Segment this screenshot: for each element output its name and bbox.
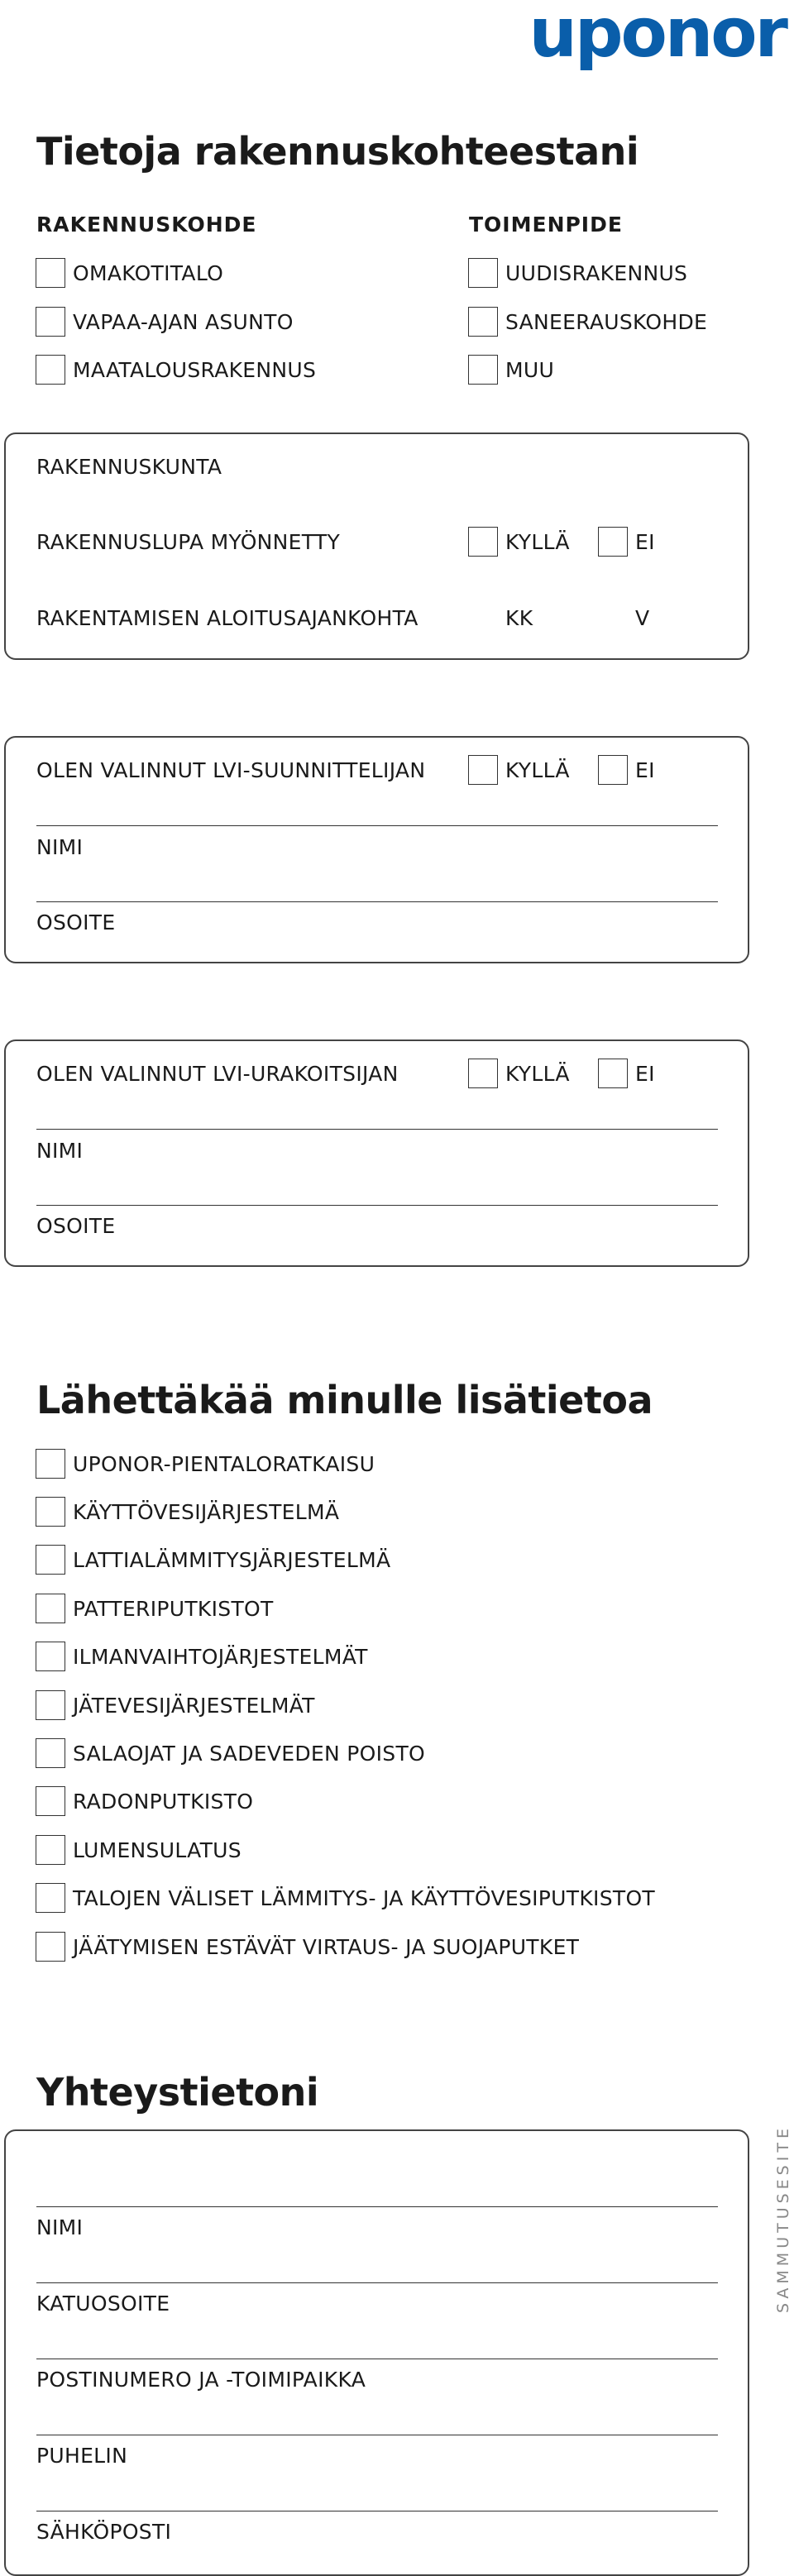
contractor-separator-line — [36, 1129, 718, 1130]
year-label: V — [635, 606, 650, 630]
info-option-label: KÄYTTÖVESIJÄRJESTELMÄ — [73, 1500, 340, 1524]
permit-label: RAKENNUSLUPA MYÖNNETTY — [36, 530, 341, 554]
info-option-label: RADONPUTKISTO — [73, 1790, 254, 1814]
section-title-contact: Yhteystietoni — [36, 2070, 319, 2115]
month-label: KK — [505, 606, 533, 630]
info-option-label: LATTIALÄMMITYSJÄRJESTELMÄ — [73, 1548, 391, 1572]
info-option-label: UPONOR-PIENTALORATKAISU — [73, 1452, 375, 1476]
contact-name-label: NIMI — [36, 2215, 84, 2239]
municipality-label: RAKENNUSKUNTA — [36, 455, 222, 479]
contact-box — [4, 2129, 749, 2576]
info-option-label: JÄTEVESIJÄRJESTELMÄT — [73, 1694, 315, 1718]
info-option-label: LUMENSULATUS — [73, 1838, 242, 1862]
checkbox-permit-yes[interactable] — [468, 527, 498, 557]
side-vertical-text: SAMMUTUSESITE — [774, 2124, 792, 2313]
contact-postal-label: POSTINUMERO JA -TOIMIPAIKKA — [36, 2368, 366, 2392]
info-option-label: ILMANVAIHTOJÄRJESTELMÄT — [73, 1645, 368, 1669]
checkbox-info-option[interactable] — [36, 1738, 65, 1768]
checkbox-info-option[interactable] — [36, 1449, 65, 1479]
checkbox-omakotitalo[interactable] — [36, 258, 65, 288]
option-label: VAPAA-AJAN ASUNTO — [73, 310, 294, 334]
contact-street-line[interactable] — [36, 2282, 718, 2283]
checkbox-info-option[interactable] — [36, 1883, 65, 1913]
option-label: SANEERAUSKOHDE — [505, 310, 708, 334]
designer-separator-line — [36, 825, 718, 826]
column-header-building-type: RAKENNUSKOHDE — [36, 213, 257, 237]
designer-question: OLEN VALINNUT LVI-SUUNNITTELIJAN — [36, 758, 426, 782]
section-title-more-info: Lähettäkää minulle lisätietoa — [36, 1378, 653, 1422]
checkbox-maatalousrakennus[interactable] — [36, 355, 65, 385]
checkbox-designer-no[interactable] — [598, 755, 628, 785]
no-label: EI — [635, 758, 655, 782]
column-header-operation: TOIMENPIDE — [469, 213, 623, 237]
checkbox-info-option[interactable] — [36, 1835, 65, 1865]
uponor-logo: uponor — [529, 0, 786, 73]
checkbox-info-option[interactable] — [36, 1594, 65, 1623]
designer-name-label: NIMI — [36, 835, 84, 859]
checkbox-info-option[interactable] — [36, 1545, 65, 1575]
checkbox-permit-no[interactable] — [598, 527, 628, 557]
contractor-name-label: NIMI — [36, 1139, 84, 1163]
yes-label: KYLLÄ — [505, 1062, 570, 1086]
checkbox-info-option[interactable] — [36, 1497, 65, 1527]
designer-address-label: OSOITE — [36, 910, 116, 934]
checkbox-uudisrakennus[interactable] — [468, 258, 498, 288]
contact-street-label: KATUOSOITE — [36, 2292, 170, 2316]
info-option-label: PATTERIPUTKISTOT — [73, 1597, 274, 1621]
contact-email-label: SÄHKÖPOSTI — [36, 2520, 172, 2544]
info-option-label: SALAOJAT JA SADEVEDEN POISTO — [73, 1742, 425, 1766]
section-title-building-info: Tietoja rakennuskohteestani — [36, 129, 639, 174]
checkbox-contractor-no[interactable] — [598, 1059, 628, 1088]
contractor-name-line[interactable] — [36, 1205, 718, 1206]
yes-label: KYLLÄ — [505, 530, 570, 554]
yes-label: KYLLÄ — [505, 758, 570, 782]
contact-phone-label: PUHELIN — [36, 2444, 128, 2468]
option-label: OMAKOTITALO — [73, 261, 224, 285]
option-label: UUDISRAKENNUS — [505, 261, 688, 285]
info-option-label: JÄÄTYMISEN ESTÄVÄT VIRTAUS- JA SUOJAPUTKET — [73, 1935, 580, 1959]
designer-name-line[interactable] — [36, 901, 718, 902]
checkbox-saneerauskohde[interactable] — [468, 307, 498, 337]
no-label: EI — [635, 530, 655, 554]
checkbox-muu[interactable] — [468, 355, 498, 385]
checkbox-info-option[interactable] — [36, 1690, 65, 1720]
info-option-label: TALOJEN VÄLISET LÄMMITYS- JA KÄYTTÖVESIPUTKISTOT — [73, 1886, 655, 1910]
option-label: MUU — [505, 358, 555, 382]
checkbox-info-option[interactable] — [36, 1642, 65, 1671]
checkbox-designer-yes[interactable] — [468, 755, 498, 785]
contact-name-line[interactable] — [36, 2206, 718, 2207]
no-label: EI — [635, 1062, 655, 1086]
checkbox-info-option[interactable] — [36, 1932, 65, 1962]
checkbox-info-option[interactable] — [36, 1786, 65, 1816]
checkbox-vapaa-ajan-asunto[interactable] — [36, 307, 65, 337]
option-label: MAATALOUSRAKENNUS — [73, 358, 317, 382]
checkbox-contractor-yes[interactable] — [468, 1059, 498, 1088]
start-date-label: RAKENTAMISEN ALOITUSAJANKOHTA — [36, 606, 419, 630]
contractor-question: OLEN VALINNUT LVI-URAKOITSIJAN — [36, 1062, 399, 1086]
contractor-address-label: OSOITE — [36, 1214, 116, 1238]
